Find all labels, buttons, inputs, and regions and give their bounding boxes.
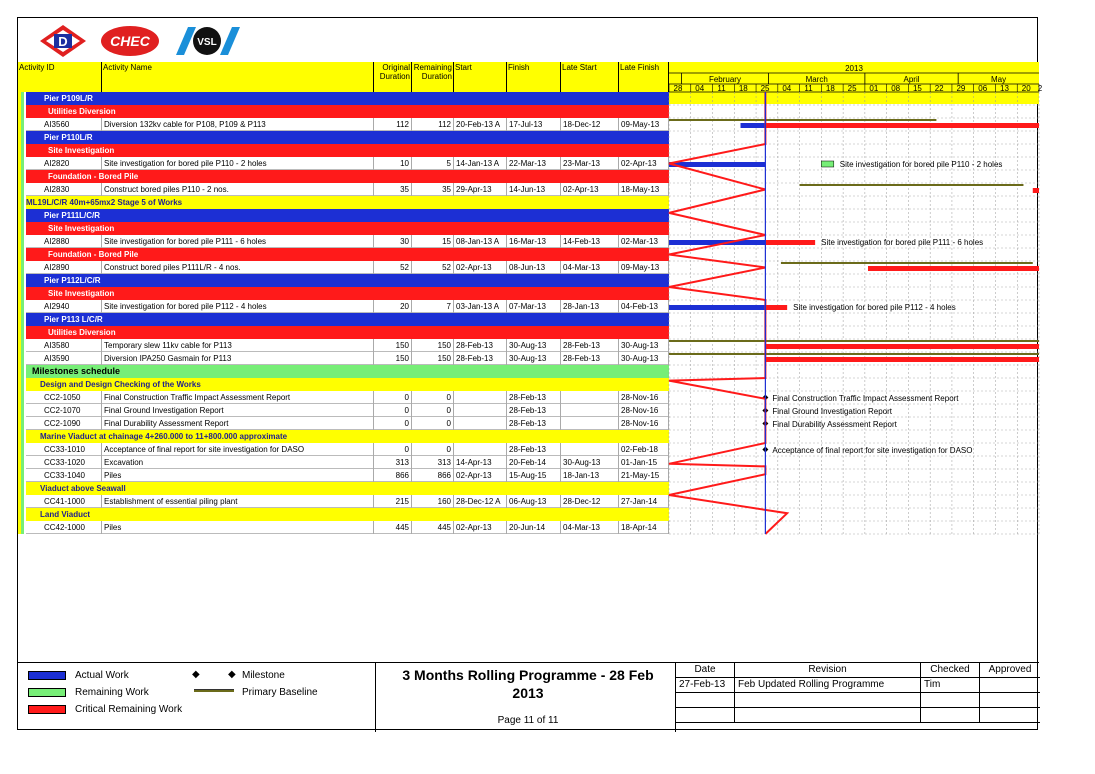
baseline-bar xyxy=(669,340,1039,342)
activity-row[interactable] xyxy=(18,469,669,482)
week-label: 25 xyxy=(760,84,770,93)
svg-text:CHEC: CHEC xyxy=(110,33,150,49)
legend-actual-swatch xyxy=(28,671,66,680)
rev-checked: Tim xyxy=(921,678,980,693)
cell-id: CC41-1000 xyxy=(18,495,102,508)
col-header-late-finish: Late Finish xyxy=(619,62,669,104)
week-label: 2 xyxy=(1037,84,1043,93)
cell-rem: 7 xyxy=(412,300,454,313)
cell-orig: 215 xyxy=(374,495,412,508)
revision-table xyxy=(675,663,1039,732)
cell-orig: 0 xyxy=(374,417,412,430)
cell-rem: 866 xyxy=(412,469,454,482)
critical-bar xyxy=(765,123,1039,128)
cell-name: Establishment of essential piling plant xyxy=(102,495,374,508)
legend-baseline-label: Primary Baseline xyxy=(242,687,318,698)
group-band[interactable] xyxy=(18,222,669,235)
cell-lf: 02-Feb-18 xyxy=(619,443,669,456)
legend-remaining-label: Remaining Work xyxy=(75,687,149,698)
cell-start: 08-Jan-13 A xyxy=(454,235,507,248)
group-band[interactable] xyxy=(18,482,669,495)
cell-name: Piles xyxy=(102,469,374,482)
cell-name: Site investigation for bored pile P111 - 6 holes xyxy=(102,235,374,248)
group-band[interactable] xyxy=(18,365,669,378)
cell-ls xyxy=(561,417,619,430)
group-band-label: Pier P112L/C/R xyxy=(44,276,101,285)
cell-finish: 30-Aug-13 xyxy=(507,352,561,365)
critical-bar xyxy=(765,357,1039,362)
cell-start: 02-Apr-13 xyxy=(454,469,507,482)
cell-id: CC33-1020 xyxy=(18,456,102,469)
cell-id: AI2820 xyxy=(18,157,102,170)
col-header-name: Activity Name xyxy=(102,62,374,104)
vsl-logo xyxy=(170,25,244,57)
week-label: 13 xyxy=(1000,84,1009,93)
cell-rem: 52 xyxy=(412,261,454,274)
week-label: 22 xyxy=(934,84,944,93)
rev-header-approved: Approved xyxy=(980,663,1040,678)
month-label: March xyxy=(805,75,828,84)
cell-id: CC33-1010 xyxy=(18,443,102,456)
legend-milestone-icon-2: ◆ xyxy=(228,669,236,680)
group-band[interactable] xyxy=(18,92,669,105)
week-label: 01 xyxy=(869,84,879,93)
group-band-label: ML19L/C/R 40m+65mx2 Stage 5 of Works xyxy=(26,198,183,207)
month-label: May xyxy=(991,75,1007,84)
cell-ls: 30-Aug-13 xyxy=(561,456,619,469)
cell-orig: 20 xyxy=(374,300,412,313)
group-band-label: Utilities Diversion xyxy=(48,107,116,116)
cell-orig: 52 xyxy=(374,261,412,274)
group-band[interactable] xyxy=(18,144,669,157)
cell-name: Site investigation for bored pile P112 - 4 holes xyxy=(102,300,374,313)
cell-ls xyxy=(561,443,619,456)
rev-blank-2 xyxy=(735,693,921,708)
cell-start xyxy=(454,443,507,456)
activity-row[interactable] xyxy=(18,404,669,417)
week-label: 28 xyxy=(673,84,683,93)
legend-milestone-label: Milestone xyxy=(242,670,285,681)
activity-row[interactable] xyxy=(18,456,669,469)
page-number: Page 11 of 11 xyxy=(497,715,559,726)
cell-finish: 20-Feb-14 xyxy=(507,456,561,469)
cell-ls: 23-Mar-13 xyxy=(561,157,619,170)
cell-rem: 112 xyxy=(412,118,454,131)
week-label: 04 xyxy=(782,84,792,93)
rev-header-revision: Revision xyxy=(735,663,921,678)
cell-name: Piles xyxy=(102,521,374,534)
cell-finish: 07-Mar-13 xyxy=(507,300,561,313)
rev-blank-1 xyxy=(676,693,735,708)
cell-orig: 150 xyxy=(374,339,412,352)
legend-critical-label: Critical Remaining Work xyxy=(75,704,183,715)
cell-id: AI3580 xyxy=(18,339,102,352)
cell-orig: 0 xyxy=(374,391,412,404)
week-label: 11 xyxy=(717,84,726,93)
cell-ls: 28-Dec-12 xyxy=(561,495,619,508)
group-band[interactable] xyxy=(18,430,669,443)
cell-orig: 0 xyxy=(374,443,412,456)
footer-divider xyxy=(375,663,376,732)
actual-bar xyxy=(741,123,766,128)
cell-start xyxy=(454,404,507,417)
week-label: 08 xyxy=(891,84,901,93)
week-label: 29 xyxy=(956,84,966,93)
week-label: 06 xyxy=(978,84,988,93)
cell-lf: 02-Mar-13 xyxy=(619,235,669,248)
cell-lf: 04-Feb-13 xyxy=(619,300,669,313)
year-label: 2013 xyxy=(845,64,863,73)
cell-ls xyxy=(561,391,619,404)
cell-start: 28-Feb-13 xyxy=(454,339,507,352)
week-label: 04 xyxy=(695,84,705,93)
group-band-label: Pier P111L/C/R xyxy=(44,211,101,220)
week-label: 18 xyxy=(825,84,835,93)
programme-title: 3 Months Rolling Programme - 28 Feb 2013 xyxy=(402,667,654,701)
group-band[interactable] xyxy=(18,287,669,300)
col-header-start: Start xyxy=(454,62,507,104)
baseline-bar xyxy=(669,119,936,121)
cell-lf: 30-Aug-13 xyxy=(619,352,669,365)
cell-rem: 150 xyxy=(412,352,454,365)
cell-finish: 17-Jul-13 xyxy=(507,118,561,131)
rev-blank-5 xyxy=(676,708,735,723)
rev-header-date: Date xyxy=(676,663,735,678)
rev-blank-3 xyxy=(921,693,980,708)
cell-id: AI3590 xyxy=(18,352,102,365)
cell-start: 02-Apr-13 xyxy=(454,261,507,274)
legend-milestone-icon: ◆ xyxy=(192,669,200,680)
cell-id: AI2940 xyxy=(18,300,102,313)
activity-row[interactable] xyxy=(18,495,669,508)
cell-start xyxy=(454,391,507,404)
cell-name: Diversion IPA250 Gasmain for P113 xyxy=(102,352,374,365)
activity-row[interactable] xyxy=(18,261,669,274)
cell-name: Site investigation for bored pile P110 - 2 holes xyxy=(102,157,374,170)
critical-bar xyxy=(868,266,1039,271)
cell-id: AI3560 xyxy=(18,118,102,131)
group-band[interactable] xyxy=(18,274,669,287)
cell-start: 14-Jan-13 A xyxy=(454,157,507,170)
activity-row[interactable] xyxy=(18,391,669,404)
cell-id: AI2880 xyxy=(18,235,102,248)
d-logo xyxy=(40,25,86,57)
critical-bar xyxy=(765,305,787,310)
cell-name: Diversion 132kv cable for P108, P109 & P113 xyxy=(102,118,374,131)
cell-start: 28-Dec-12 A xyxy=(454,495,507,508)
rev-date: 27-Feb-13 xyxy=(676,678,735,693)
footer xyxy=(18,662,1039,731)
cell-lf: 30-Aug-13 xyxy=(619,339,669,352)
svg-text:VSL: VSL xyxy=(197,37,217,48)
cell-name: Final Construction Traffic Impact Assessment Report xyxy=(102,391,374,404)
gantt-bar-label: Final Ground Investigation Report xyxy=(772,407,893,416)
baseline-bar xyxy=(800,184,1024,186)
cell-finish: 28-Feb-13 xyxy=(507,391,561,404)
actual-bar xyxy=(669,305,765,310)
cell-id: CC33-1040 xyxy=(18,469,102,482)
cell-finish: 28-Feb-13 xyxy=(507,404,561,417)
svg-text:D: D xyxy=(58,34,68,49)
activity-row[interactable] xyxy=(18,235,669,248)
baseline-bar xyxy=(781,262,1033,264)
rev-blank-4 xyxy=(980,693,1040,708)
cell-lf: 27-Jan-14 xyxy=(619,495,669,508)
cell-name: Construct bored piles P111L/R - 4 nos. xyxy=(102,261,374,274)
cell-name: Acceptance of final report for site investigation for DASO xyxy=(102,443,374,456)
cell-orig: 10 xyxy=(374,157,412,170)
cell-lf: 18-Apr-14 xyxy=(619,521,669,534)
group-band[interactable] xyxy=(18,326,669,339)
cell-name: Construct bored piles P110 - 2 nos. xyxy=(102,183,374,196)
cell-finish: 15-Aug-15 xyxy=(507,469,561,482)
cell-lf: 09-May-13 xyxy=(619,261,669,274)
group-band-label: Site Investigation xyxy=(48,289,115,298)
cell-ls xyxy=(561,404,619,417)
group-band[interactable] xyxy=(18,170,669,183)
gantt-bar-label: Final Construction Traffic Impact Assessment Report xyxy=(772,394,959,403)
group-band-label: Land Viaduct xyxy=(40,510,91,519)
cell-finish: 06-Aug-13 xyxy=(507,495,561,508)
week-label: 25 xyxy=(847,84,857,93)
cell-finish: 08-Jun-13 xyxy=(507,261,561,274)
legend-actual-label: Actual Work xyxy=(75,670,129,681)
cell-name: Excavation xyxy=(102,456,374,469)
cell-rem: 0 xyxy=(412,417,454,430)
gantt-bar-label: Site investigation for bored pile P110 - 2 holes xyxy=(839,160,1003,169)
group-band-label: Design and Design Checking of the Works xyxy=(40,380,201,389)
legend-critical-swatch xyxy=(28,705,66,714)
cell-name: Final Durability Assessment Report xyxy=(102,417,374,430)
cell-rem: 0 xyxy=(412,404,454,417)
group-band-label: Pier P109L/R xyxy=(44,94,93,103)
activity-row[interactable] xyxy=(18,443,669,456)
gantt-bar-label: Acceptance of final report for site investigation for DASO xyxy=(772,446,973,455)
cell-rem: 150 xyxy=(412,339,454,352)
cell-rem: 313 xyxy=(412,456,454,469)
group-band[interactable] xyxy=(18,209,669,222)
cell-ls: 18-Jan-13 xyxy=(561,469,619,482)
rev-approved xyxy=(980,678,1040,693)
cell-orig: 35 xyxy=(374,183,412,196)
critical-bar xyxy=(765,344,1039,349)
cell-rem: 0 xyxy=(412,391,454,404)
week-label: 18 xyxy=(738,84,748,93)
cell-rem: 0 xyxy=(412,443,454,456)
cell-finish: 16-Mar-13 xyxy=(507,235,561,248)
cell-ls: 28-Jan-13 xyxy=(561,300,619,313)
cell-ls: 04-Mar-13 xyxy=(561,521,619,534)
cell-finish: 20-Jun-14 xyxy=(507,521,561,534)
group-band[interactable] xyxy=(18,131,669,144)
cell-finish: 14-Jun-13 xyxy=(507,183,561,196)
month-label: April xyxy=(903,75,920,84)
cell-lf: 09-May-13 xyxy=(619,118,669,131)
activity-row[interactable] xyxy=(18,118,669,131)
cell-ls: 28-Feb-13 xyxy=(561,339,619,352)
cell-name: Temporary slew 11kv cable for P113 xyxy=(102,339,374,352)
group-band[interactable] xyxy=(18,248,669,261)
week-label: 11 xyxy=(804,84,813,93)
cell-id: CC2-1070 xyxy=(18,404,102,417)
cell-ls: 14-Feb-13 xyxy=(561,235,619,248)
col-header-finish: Finish xyxy=(507,62,561,104)
cell-ls: 02-Apr-13 xyxy=(561,183,619,196)
group-band-label: Pier P113 L/C/R xyxy=(44,315,103,324)
group-band-label: Site Investigation xyxy=(48,224,115,233)
group-band-label: Foundation - Bored Pile xyxy=(48,172,139,181)
group-band[interactable] xyxy=(18,378,669,391)
activity-row[interactable] xyxy=(18,352,669,365)
gantt-bar-label: Final Durability Assessment Report xyxy=(772,420,897,429)
group-band-label: Utilities Diversion xyxy=(48,328,116,337)
col-header-orig: Original Duration xyxy=(374,62,412,104)
gantt-chart xyxy=(669,92,1039,534)
group-band[interactable] xyxy=(18,196,669,209)
cell-lf: 28-Nov-16 xyxy=(619,417,669,430)
cell-start: 29-Apr-13 xyxy=(454,183,507,196)
cell-lf: 28-Nov-16 xyxy=(619,404,669,417)
rev-description: Feb Updated Rolling Programme xyxy=(735,678,921,693)
cell-id: CC2-1050 xyxy=(18,391,102,404)
cell-rem: 445 xyxy=(412,521,454,534)
col-header-id: Activity ID xyxy=(18,62,102,104)
legend-baseline-swatch xyxy=(194,689,234,692)
col-header-late-start: Late Start xyxy=(561,62,619,104)
activity-row[interactable] xyxy=(18,300,669,313)
activity-row[interactable] xyxy=(18,157,669,170)
month-label: February xyxy=(708,75,741,84)
group-band[interactable] xyxy=(18,508,669,521)
week-label: 15 xyxy=(912,84,922,93)
group-band-label: Marine Viaduct at chainage 4+260.000 to 11+800.000 approximate xyxy=(40,432,288,441)
cell-lf: 01-Jan-15 xyxy=(619,456,669,469)
cell-start: 14-Apr-13 xyxy=(454,456,507,469)
activity-row[interactable] xyxy=(18,417,669,430)
week-label: 20 xyxy=(1021,84,1031,93)
group-band-label: Viaduct above Seawall xyxy=(40,484,126,493)
remaining-bar xyxy=(821,161,833,167)
group-band[interactable] xyxy=(18,313,669,326)
gantt-bar-label: Site investigation for bored pile P112 - 4 holes xyxy=(793,303,956,312)
cell-lf: 02-Apr-13 xyxy=(619,157,669,170)
group-band[interactable] xyxy=(18,105,669,118)
cell-id: AI2890 xyxy=(18,261,102,274)
rev-blank-6 xyxy=(735,708,921,723)
legend-remaining-swatch xyxy=(28,688,66,697)
activity-row[interactable] xyxy=(18,183,669,196)
cell-rem: 5 xyxy=(412,157,454,170)
rev-blank-8 xyxy=(980,708,1040,723)
cell-orig: 313 xyxy=(374,456,412,469)
group-band-label: Foundation - Bored Pile xyxy=(48,250,139,259)
cell-ls: 18-Dec-12 xyxy=(561,118,619,131)
cell-rem: 15 xyxy=(412,235,454,248)
cell-orig: 30 xyxy=(374,235,412,248)
group-band-label: Milestones schedule xyxy=(32,366,121,376)
cell-name: Final Ground Investigation Report xyxy=(102,404,374,417)
chec-logo xyxy=(100,25,160,57)
rev-blank-7 xyxy=(921,708,980,723)
cell-finish: 22-Mar-13 xyxy=(507,157,561,170)
cell-lf: 28-Nov-16 xyxy=(619,391,669,404)
cell-start: 03-Jan-13 A xyxy=(454,300,507,313)
cell-finish: 30-Aug-13 xyxy=(507,339,561,352)
cell-id: CC2-1090 xyxy=(18,417,102,430)
cell-rem: 35 xyxy=(412,183,454,196)
rev-header-checked: Checked xyxy=(921,663,980,678)
cell-orig: 150 xyxy=(374,352,412,365)
activity-row[interactable] xyxy=(18,521,669,534)
cell-id: CC42-1000 xyxy=(18,521,102,534)
critical-bar xyxy=(1033,188,1039,193)
cell-start xyxy=(454,417,507,430)
group-band-label: Pier P110L/R xyxy=(44,133,93,142)
actual-bar xyxy=(669,162,765,167)
cell-finish: 28-Feb-13 xyxy=(507,443,561,456)
cell-rem: 160 xyxy=(412,495,454,508)
baseline-bar xyxy=(669,353,1039,355)
cell-orig: 112 xyxy=(374,118,412,131)
col-header-rem: Remaining Duration xyxy=(412,62,454,104)
cell-id: AI2830 xyxy=(18,183,102,196)
cell-start: 20-Feb-13 A xyxy=(454,118,507,131)
cell-ls: 04-Mar-13 xyxy=(561,261,619,274)
gantt-bar-label: Site investigation for bored pile P111 - 6 holes xyxy=(821,238,984,247)
cell-lf: 21-May-15 xyxy=(619,469,669,482)
schedule-sheet xyxy=(17,17,1043,730)
critical-bar xyxy=(765,240,815,245)
group-band-label: Site Investigation xyxy=(48,146,115,155)
cell-finish: 28-Feb-13 xyxy=(507,417,561,430)
cell-start: 28-Feb-13 xyxy=(454,352,507,365)
cell-lf: 18-May-13 xyxy=(619,183,669,196)
cell-orig: 0 xyxy=(374,404,412,417)
row-indent-stripe xyxy=(18,92,26,534)
cell-start: 02-Apr-13 xyxy=(454,521,507,534)
cell-orig: 866 xyxy=(374,469,412,482)
cell-ls: 28-Feb-13 xyxy=(561,352,619,365)
cell-orig: 445 xyxy=(374,521,412,534)
activity-row[interactable] xyxy=(18,339,669,352)
